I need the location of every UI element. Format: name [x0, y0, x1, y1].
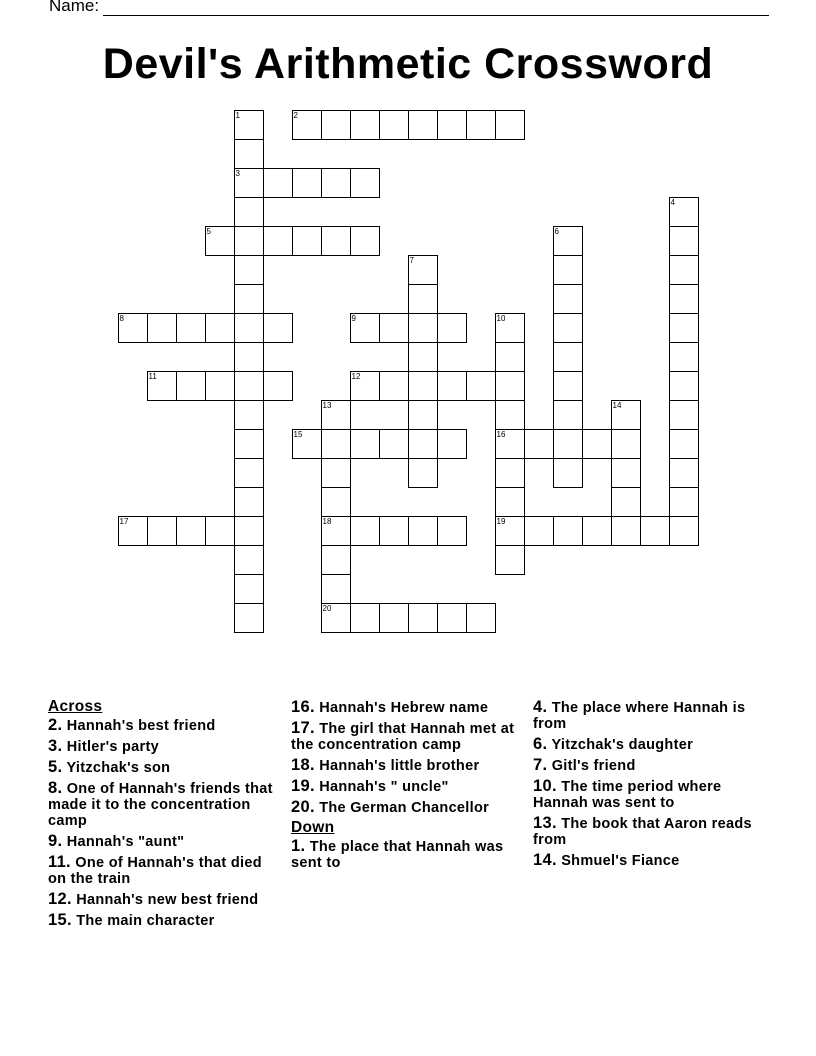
crossword-cell[interactable]: [321, 400, 351, 430]
clue-text: The girl that Hannah met at the concentration camp: [291, 721, 515, 753]
clue-item: [48, 912, 284, 929]
clue-number: 20.: [291, 798, 315, 816]
cell-number: 13: [322, 401, 332, 410]
crossword-cell[interactable]: [350, 603, 380, 633]
crossword-cell[interactable]: [669, 255, 699, 285]
clue-number: 2.: [48, 716, 63, 734]
name-label: Name:: [49, 0, 100, 15]
cell-number: 20: [322, 604, 332, 613]
clue-item: [533, 852, 763, 869]
crossword-cell[interactable]: [350, 371, 380, 401]
clue-item: [48, 717, 284, 734]
crossword-cell[interactable]: [408, 110, 438, 140]
crossword-cell[interactable]: [669, 226, 699, 256]
clue-number: 10.: [533, 777, 557, 795]
crossword-cell[interactable]: [205, 313, 235, 343]
crossword-cell[interactable]: [350, 168, 380, 198]
crossword-cell[interactable]: [321, 458, 351, 488]
crossword-cell[interactable]: [669, 197, 699, 227]
crossword-cell[interactable]: [437, 603, 467, 633]
crossword-cell[interactable]: [553, 226, 583, 256]
crossword-cell[interactable]: [495, 313, 525, 343]
crossword-cell[interactable]: [611, 487, 641, 517]
crossword-cell[interactable]: [234, 168, 264, 198]
cell-number: 7: [409, 256, 414, 265]
crossword-cell[interactable]: [495, 110, 525, 140]
crossword-cell[interactable]: [147, 313, 177, 343]
clue-number: 5.: [48, 758, 63, 776]
clue-number: 4.: [533, 698, 548, 716]
crossword-cell[interactable]: [147, 516, 177, 546]
crossword-cell[interactable]: [379, 603, 409, 633]
crossword-cell[interactable]: [553, 371, 583, 401]
crossword-cell[interactable]: [234, 371, 264, 401]
crossword-cell[interactable]: [437, 110, 467, 140]
crossword-cell[interactable]: [669, 400, 699, 430]
crossword-cell[interactable]: [553, 429, 583, 459]
crossword-cell[interactable]: [553, 400, 583, 430]
crossword-cell[interactable]: [466, 371, 496, 401]
crossword-cell[interactable]: [379, 371, 409, 401]
clue-text: Gitl's friend: [551, 758, 636, 774]
crossword-cell[interactable]: [118, 313, 148, 343]
clue-number: 19.: [291, 777, 315, 795]
crossword-cell[interactable]: [205, 516, 235, 546]
clue-text: The time period where Hannah was sent to: [533, 779, 722, 811]
crossword-cell[interactable]: [234, 545, 264, 575]
clue-item: [291, 720, 521, 753]
crossword-cell[interactable]: [321, 603, 351, 633]
clue-text: The place that Hannah was sent to: [291, 839, 504, 871]
crossword-cell[interactable]: [205, 226, 235, 256]
crossword-cell[interactable]: [379, 429, 409, 459]
crossword-cell[interactable]: [495, 371, 525, 401]
clue-number: 8.: [48, 779, 63, 797]
crossword-cell[interactable]: [234, 284, 264, 314]
clue-item: [291, 838, 521, 871]
crossword-cell[interactable]: [408, 516, 438, 546]
crossword-cell[interactable]: [669, 516, 699, 546]
clue-text: Hannah's " uncle": [319, 779, 449, 795]
crossword-cell[interactable]: [437, 371, 467, 401]
cell-number: 8: [119, 314, 124, 323]
cell-number: 16: [496, 430, 506, 439]
cell-number: 17: [119, 517, 129, 526]
page-title: Devil's Arithmetic Crossword: [102, 40, 714, 88]
crossword-cell[interactable]: [437, 429, 467, 459]
crossword-cell[interactable]: [553, 284, 583, 314]
clue-number: 6.: [533, 735, 548, 753]
crossword-cell[interactable]: [408, 313, 438, 343]
crossword-cell[interactable]: [234, 487, 264, 517]
crossword-cell[interactable]: [234, 226, 264, 256]
crossword-cell[interactable]: [553, 313, 583, 343]
clue-text: The German Chancellor: [319, 800, 490, 816]
crossword-cell[interactable]: [234, 313, 264, 343]
crossword-cell[interactable]: [553, 516, 583, 546]
crossword-cell[interactable]: [321, 545, 351, 575]
clue-text: Hitler's party: [66, 739, 159, 755]
cell-number: 12: [351, 372, 361, 381]
cell-number: 19: [496, 517, 506, 526]
crossword-cell[interactable]: [118, 516, 148, 546]
clue-number: 7.: [533, 756, 548, 774]
clue-item: [291, 778, 521, 795]
crossword-cell[interactable]: [234, 574, 264, 604]
crossword-cell[interactable]: [553, 458, 583, 488]
clue-item: [48, 891, 284, 908]
clue-number: 1.: [291, 837, 306, 855]
clue-item: [533, 815, 763, 848]
crossword-cell[interactable]: [292, 226, 322, 256]
crossword-cell[interactable]: [495, 545, 525, 575]
crossword-cell[interactable]: [292, 168, 322, 198]
crossword-cell[interactable]: [408, 255, 438, 285]
cell-number: 1: [235, 111, 240, 120]
cell-number: 11: [148, 372, 157, 381]
clue-number: 17.: [291, 719, 315, 737]
crossword-cell[interactable]: [234, 255, 264, 285]
crossword-cell[interactable]: [176, 371, 206, 401]
cell-number: 3: [235, 169, 240, 178]
crossword-cell[interactable]: [495, 458, 525, 488]
crossword-cell[interactable]: [350, 516, 380, 546]
crossword-cell[interactable]: [495, 342, 525, 372]
clue-column-3: [533, 699, 763, 873]
crossword-cell[interactable]: [379, 313, 409, 343]
crossword-cell[interactable]: [234, 516, 264, 546]
cell-number: 18: [322, 517, 332, 526]
clue-item: [48, 780, 284, 829]
clue-text: Hannah's "aunt": [66, 834, 185, 850]
clue-item: [533, 757, 763, 774]
crossword-cell[interactable]: [582, 429, 612, 459]
clue-item: [48, 833, 284, 850]
clue-item: [48, 759, 284, 776]
crossword-cell[interactable]: [263, 168, 293, 198]
crossword-cell[interactable]: [611, 400, 641, 430]
crossword-cell[interactable]: [321, 226, 351, 256]
crossword-cell[interactable]: [234, 458, 264, 488]
crossword-cell[interactable]: [466, 110, 496, 140]
crossword-cell[interactable]: [321, 168, 351, 198]
cell-number: 15: [293, 430, 303, 439]
crossword-cell[interactable]: [408, 400, 438, 430]
crossword-cell[interactable]: [263, 313, 293, 343]
crossword-cell[interactable]: [553, 342, 583, 372]
crossword-cell[interactable]: [234, 110, 264, 140]
crossword-cell[interactable]: [524, 429, 554, 459]
clue-number: 11.: [48, 853, 71, 871]
crossword-cell[interactable]: [379, 110, 409, 140]
crossword-cell[interactable]: [292, 110, 322, 140]
crossword-cell[interactable]: [234, 429, 264, 459]
crossword-cell[interactable]: [640, 516, 670, 546]
clue-number: 3.: [48, 737, 63, 755]
clue-number: 15.: [48, 911, 72, 929]
crossword-cell[interactable]: [495, 516, 525, 546]
crossword-cell[interactable]: [669, 458, 699, 488]
crossword-cell[interactable]: [669, 487, 699, 517]
crossword-cell[interactable]: [437, 313, 467, 343]
crossword-cell[interactable]: [611, 516, 641, 546]
crossword-cell[interactable]: [350, 226, 380, 256]
cell-number: 4: [670, 198, 675, 207]
clue-text: The book that Aaron reads from: [533, 816, 752, 848]
clue-text: Hannah's new best friend: [76, 892, 259, 908]
clue-number: 12.: [48, 890, 72, 908]
crossword-cell[interactable]: [321, 516, 351, 546]
crossword-cell[interactable]: [234, 400, 264, 430]
clue-text: Hannah's little brother: [319, 758, 480, 774]
clue-text: Hannah's Hebrew name: [319, 700, 489, 716]
crossword-cell[interactable]: [205, 371, 235, 401]
crossword-cell[interactable]: [147, 371, 177, 401]
crossword-cell[interactable]: [379, 516, 409, 546]
crossword-cell[interactable]: [611, 429, 641, 459]
crossword-cell[interactable]: [553, 255, 583, 285]
clue-text: One of Hannah's friends that made it to the concentration camp: [48, 781, 273, 829]
crossword-cell[interactable]: [669, 371, 699, 401]
clue-column-1: [48, 699, 284, 933]
clue-number: 16.: [291, 698, 315, 716]
crossword-cell[interactable]: [466, 603, 496, 633]
clue-text: Yitzchak's son: [66, 760, 171, 776]
crossword-cell[interactable]: [350, 313, 380, 343]
crossword-cell[interactable]: [234, 603, 264, 633]
clue-item: [291, 799, 521, 816]
crossword-cell[interactable]: [176, 516, 206, 546]
cell-number: 6: [554, 227, 559, 236]
crossword-cell[interactable]: [408, 342, 438, 372]
crossword-cell[interactable]: [263, 371, 293, 401]
crossword-cell[interactable]: [669, 313, 699, 343]
cell-number: 5: [206, 227, 211, 236]
clue-item: [533, 778, 763, 811]
crossword-cell[interactable]: [350, 429, 380, 459]
crossword-cell[interactable]: [408, 603, 438, 633]
clue-number: 14.: [533, 851, 557, 869]
clue-number: 9.: [48, 832, 63, 850]
crossword-cell[interactable]: [176, 313, 206, 343]
crossword-cell[interactable]: [437, 516, 467, 546]
crossword-cell[interactable]: [582, 516, 612, 546]
clue-item: [533, 699, 763, 732]
crossword-cell[interactable]: [234, 197, 264, 227]
crossword-cell[interactable]: [669, 342, 699, 372]
crossword-cell[interactable]: [321, 574, 351, 604]
clue-heading-across: Across: [48, 698, 103, 715]
crossword-cell[interactable]: [408, 371, 438, 401]
crossword-cell[interactable]: [234, 342, 264, 372]
crossword-cell[interactable]: [408, 429, 438, 459]
clue-item: [48, 738, 284, 755]
crossword-cell[interactable]: [524, 516, 554, 546]
clue-text: Shmuel's Fiance: [561, 853, 680, 869]
crossword-cell[interactable]: [495, 400, 525, 430]
crossword-cell[interactable]: [234, 139, 264, 169]
clue-number: 18.: [291, 756, 315, 774]
cell-number: 9: [351, 314, 356, 323]
crossword-cell[interactable]: [321, 429, 351, 459]
clue-text: The place where Hannah is from: [533, 700, 746, 732]
cell-number: 10: [496, 314, 506, 323]
clue-item: [291, 757, 521, 774]
crossword-cell[interactable]: [321, 487, 351, 517]
crossword-cell[interactable]: [669, 284, 699, 314]
clue-column-2: [291, 699, 521, 875]
crossword-cell[interactable]: [321, 110, 351, 140]
clue-item: [291, 699, 521, 716]
clue-heading-down: Down: [291, 819, 335, 836]
clue-text: Hannah's best friend: [66, 718, 216, 734]
crossword-cell[interactable]: [292, 429, 322, 459]
crossword-cell[interactable]: [350, 110, 380, 140]
clue-text: The main character: [76, 913, 215, 929]
cell-number: 14: [612, 401, 622, 410]
clue-number: 13.: [533, 814, 557, 832]
crossword-cell[interactable]: [495, 487, 525, 517]
crossword-cell[interactable]: [408, 284, 438, 314]
crossword-cell[interactable]: [611, 458, 641, 488]
crossword-cell[interactable]: [263, 226, 293, 256]
crossword-cell[interactable]: [495, 429, 525, 459]
clue-item: [533, 736, 763, 753]
clue-text: Yitzchak's daughter: [551, 737, 694, 753]
clue-item: [48, 854, 284, 887]
cell-number: 2: [293, 111, 298, 120]
crossword-cell[interactable]: [408, 458, 438, 488]
clue-text: One of Hannah's that died on the train: [48, 855, 262, 887]
crossword-cell[interactable]: [669, 429, 699, 459]
